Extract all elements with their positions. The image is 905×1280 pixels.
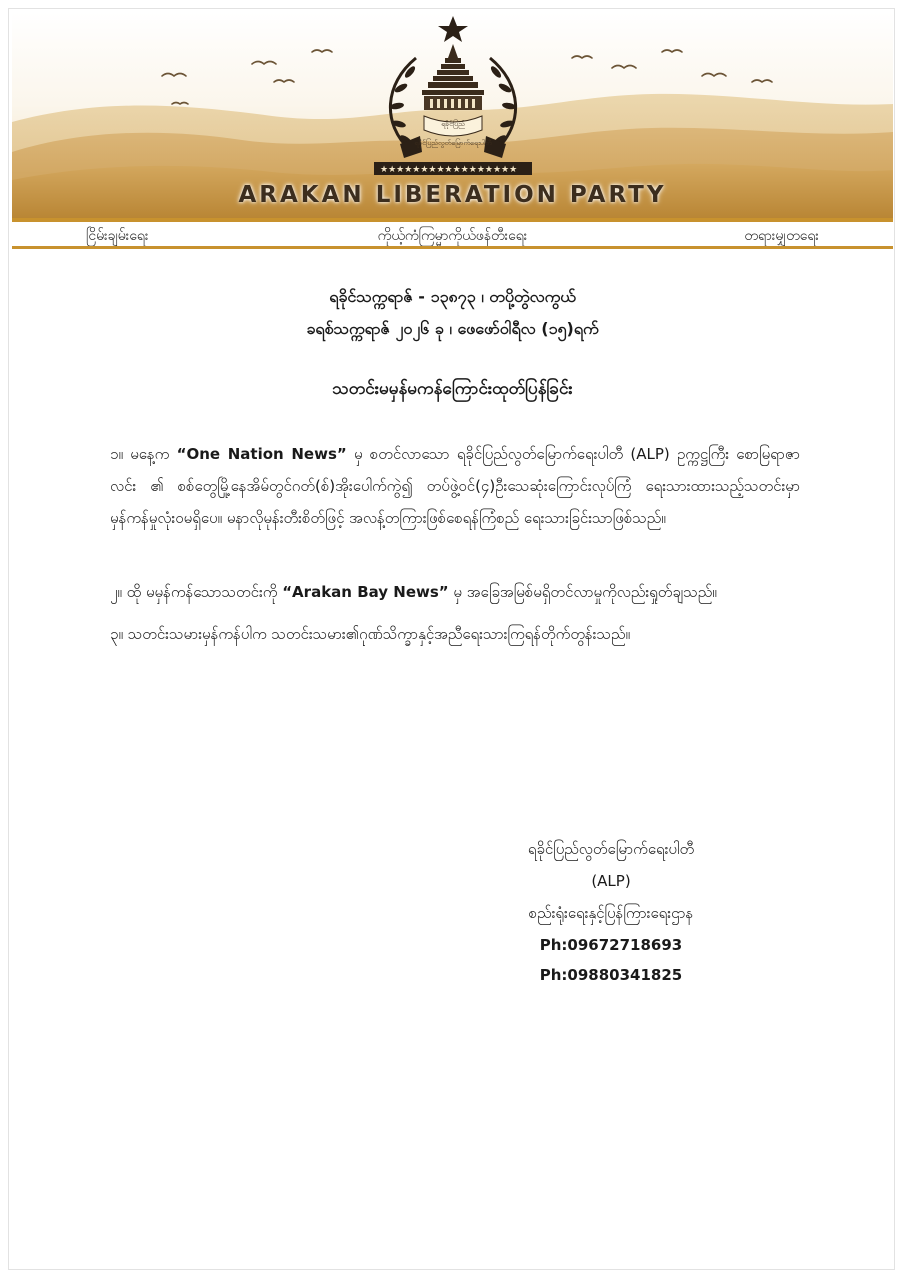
party-name: ARAKAN LIBERATION PARTY bbox=[238, 182, 667, 208]
letterhead-rule-top bbox=[12, 218, 893, 222]
paragraph-1-lead: ၁။ မနေ့က bbox=[110, 445, 177, 463]
paragraph-1-text: မှ စတင်လာသော ရခိုင်ပြည်လွတ်မြောက်ရေးပါတီ (ALP) ဥက္ကဋ္ဌကြီး စောမြရာဇာလင်း ၏ စစ်တွေမြို့နေအိမ်တွင်ဂတ်(စ်)အိုးပေါက်ကွဲ၍ တပ်ဖွဲ့ဝင်(၄)ဦးသေဆုံးကြောင်းလုပ်ကြံ ရေးသားထားသည့်သတင်းမှာ မှန်ကန်မှုလုံးဝမရှိပေ။ မနာလိုမုန်းတီးစိတ်ဖြင့် အလန့်တကြားဖြစ်စေရန်ကြံစည် ရေးသားခြင်းသာဖြစ်သည်။ bbox=[110, 445, 801, 527]
paragraph-2-text: မှ အခြေအမြစ်မရှိတင်လာမှုကိုလည်းရှုတ်ချသည်။ bbox=[448, 583, 717, 601]
motto-right: တရားမျှတရေး bbox=[744, 228, 819, 244]
paragraph-2 bbox=[110, 576, 800, 608]
letterhead bbox=[12, 12, 893, 244]
svg-text:★★★★★★★★★★★★★★★★★: ★★★★★★★★★★★★★★★★★ bbox=[380, 165, 518, 175]
signature-abbr: (ALP) bbox=[591, 872, 631, 890]
paragraph-1 bbox=[110, 438, 800, 534]
emblem-subcaption: ရခိုင်ပြည်လွတ်မြောက်ရေးပါတီ bbox=[414, 139, 492, 147]
motto-row bbox=[12, 224, 893, 246]
motto-left: ငြိမ်းချမ်းရေး bbox=[86, 228, 149, 244]
signature-department: စည်းရုံးရေးနှင့်ပြန်ကြားရေးဌာန bbox=[528, 904, 694, 922]
paragraph-2-lead: ၂။ ထို မမှန်ကန်သောသတင်းကို bbox=[110, 583, 283, 601]
paragraph-1-source: “One Nation News” bbox=[176, 445, 347, 463]
paragraph-3: ၃။ သတင်းသမားမှန်ကန်ပါက သတင်းသမား၏ဂုဏ်သိက္ခာနှင့်အညီရေးသားကြရန်တိုက်တွန်းသည်။ bbox=[110, 625, 631, 643]
signature-org: ရခိုင်ပြည်လွတ်မြောက်ရေးပါတီ bbox=[527, 840, 695, 858]
emblem-caption: ရခိုင်ပြည် bbox=[441, 120, 465, 128]
letterhead-rule-bottom bbox=[12, 246, 893, 249]
statement-headline: သတင်းမမှန်မကန်ကြောင်းထုတ်ပြန်ခြင်း bbox=[332, 379, 573, 399]
motto-center: ကိုယ့်ကံကြမ္မာကိုယ်ဖန်တီးရေး bbox=[377, 228, 528, 244]
paragraph-2-source: “Arakan Bay News” bbox=[282, 583, 449, 601]
signature-phone-1: Ph:09672718693 bbox=[539, 936, 683, 954]
date-line-arakan: ရခိုင်သက္ကရာဇ် - ၁၃၈၇၃ ၊ တပို့တွဲလကွယ် bbox=[329, 287, 576, 306]
signature-phone-2: Ph:09880341825 bbox=[539, 966, 683, 984]
date-line-gregorian: ခရစ်သက္ကရာဇ် ၂၀၂၆ ခု ၊ ဖေဖော်ဝါရီလ (၁၅)ရက် bbox=[306, 319, 599, 338]
